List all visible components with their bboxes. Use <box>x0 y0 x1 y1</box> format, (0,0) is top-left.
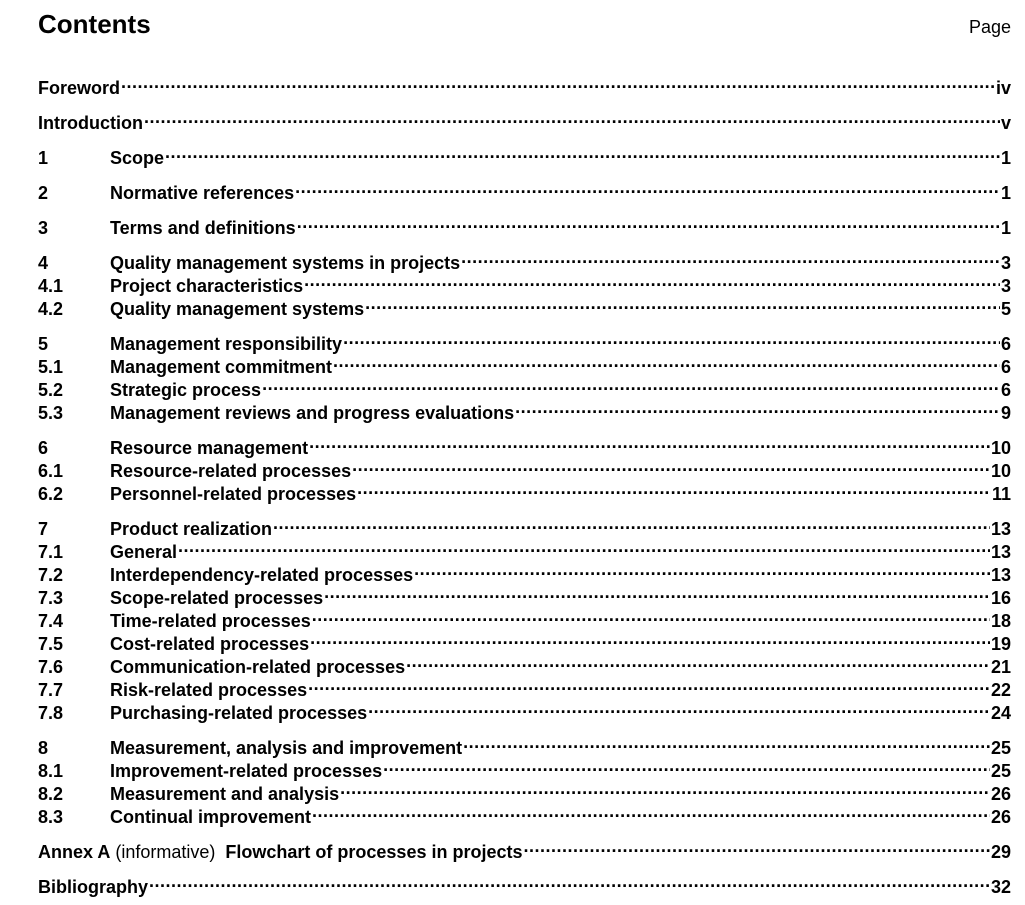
toc-number: 7 <box>38 519 49 539</box>
dot-leader <box>309 431 990 454</box>
dot-leader <box>343 327 1000 350</box>
toc-title: Personnel-related processes <box>110 484 357 504</box>
toc-title: Strategic process <box>110 380 262 400</box>
toc-number: 8.2 <box>38 784 64 804</box>
toc-entry[interactable] <box>38 731 1011 758</box>
dot-leader <box>340 777 990 800</box>
toc-page-number: 26 <box>990 807 1011 827</box>
toc-number: 5.3 <box>38 403 64 423</box>
toc-title: Management reviews and progress evaluations <box>110 403 515 423</box>
toc-number: 7.2 <box>38 565 64 585</box>
toc-number: 6 <box>38 438 49 458</box>
toc-title: Bibliography <box>38 877 149 897</box>
dot-leader <box>295 176 1000 199</box>
toc-entry-bibliography[interactable] <box>38 870 1011 897</box>
page-title: Contents <box>38 9 151 39</box>
toc-title: Cost-related processes <box>110 634 310 654</box>
toc-entry-annex[interactable] <box>38 835 1011 862</box>
toc-group <box>38 106 1011 133</box>
dot-leader <box>310 627 990 650</box>
toc-title: Scope <box>110 148 165 168</box>
dot-leader <box>515 396 1000 419</box>
toc-page-number: 21 <box>990 657 1011 677</box>
toc-page-number: v <box>1000 113 1011 133</box>
page-column-label: Page <box>968 17 1011 37</box>
dot-leader <box>304 269 1000 292</box>
toc-page-number: 24 <box>990 703 1011 723</box>
toc-group <box>38 431 1011 504</box>
dot-leader <box>414 558 990 581</box>
toc-page-number: 6 <box>1000 334 1011 354</box>
dot-leader <box>357 477 991 500</box>
toc-number: 6.2 <box>38 484 64 504</box>
toc-title: Improvement-related processes <box>110 761 383 781</box>
toc-number: 5.1 <box>38 357 64 377</box>
toc-number: 2 <box>38 183 49 203</box>
toc-title: Management responsibility <box>110 334 343 354</box>
toc-number: 6.1 <box>38 461 64 481</box>
toc-group-annex <box>38 835 1011 862</box>
dot-leader <box>273 512 990 535</box>
toc-title: Resource management <box>110 438 309 458</box>
toc-page-number: 25 <box>990 761 1011 781</box>
toc-page-number: 10 <box>990 461 1011 481</box>
annex-label: Annex A <box>38 842 111 862</box>
toc-entry[interactable] <box>38 431 1011 458</box>
toc-title: Scope-related processes <box>110 588 324 608</box>
dot-leader <box>324 581 990 604</box>
toc-title: Management commitment <box>110 357 333 377</box>
toc-number: 8 <box>38 738 49 758</box>
toc-page-number: 13 <box>990 542 1011 562</box>
toc-number: 4.2 <box>38 299 64 319</box>
toc-title: Interdependency-related processes <box>110 565 414 585</box>
toc-entry[interactable] <box>38 176 1011 203</box>
toc-title: Communication-related processes <box>110 657 406 677</box>
toc-number: 3 <box>38 218 49 238</box>
annex-title: Flowchart of processes in projects <box>225 842 523 862</box>
toc-number: 4.1 <box>38 276 64 296</box>
toc-page-number: iv <box>995 78 1011 98</box>
toc-page-number: 6 <box>1000 357 1011 377</box>
dot-leader <box>365 292 1000 315</box>
toc-number: 7.3 <box>38 588 64 608</box>
toc-title: Quality management systems in projects <box>110 253 461 273</box>
toc-group <box>38 246 1011 319</box>
toc-entry[interactable] <box>38 141 1011 168</box>
toc-page-number: 19 <box>990 634 1011 654</box>
dot-leader <box>368 696 990 719</box>
toc-number: 7.6 <box>38 657 64 677</box>
toc-entry[interactable] <box>38 106 1011 133</box>
dot-leader <box>383 754 990 777</box>
toc-page-number: 22 <box>990 680 1011 700</box>
dot-leader <box>165 141 1000 164</box>
dot-leader <box>312 800 990 823</box>
toc-number: 7.1 <box>38 542 64 562</box>
dot-leader <box>121 71 995 94</box>
toc-group <box>38 176 1011 203</box>
toc-page-number: 25 <box>990 738 1011 758</box>
toc-number: 8.3 <box>38 807 64 827</box>
toc-entry[interactable] <box>38 211 1011 238</box>
toc-title: Product realization <box>110 519 273 539</box>
toc-group <box>38 211 1011 238</box>
dot-leader <box>308 673 990 696</box>
toc-title: Resource-related processes <box>110 461 352 481</box>
toc-title: Foreword <box>38 78 121 98</box>
toc-title: Measurement and analysis <box>110 784 340 804</box>
toc-title: General <box>110 542 178 562</box>
toc-page-number: 5 <box>1000 299 1011 319</box>
toc-number: 7.7 <box>38 680 64 700</box>
toc-entry[interactable] <box>38 246 1011 273</box>
dot-leader <box>352 454 990 477</box>
toc-title: Time-related processes <box>110 611 311 631</box>
toc-number: 4 <box>38 253 49 273</box>
dot-leader <box>333 350 1000 373</box>
toc-number: 7.4 <box>38 611 64 631</box>
toc-title: Project characteristics <box>110 276 304 296</box>
toc-group <box>38 731 1011 827</box>
toc-page-number: 26 <box>990 784 1011 804</box>
toc-page-number: 16 <box>990 588 1011 608</box>
dot-leader <box>406 650 990 673</box>
dot-leader <box>297 211 1000 234</box>
toc-group <box>38 141 1011 168</box>
toc-group <box>38 512 1011 723</box>
table-of-contents <box>38 71 1011 905</box>
toc-entry[interactable] <box>38 327 1011 354</box>
toc-entry[interactable] <box>38 535 1011 562</box>
toc-title: Continual improvement <box>110 807 312 827</box>
toc-title: Quality management systems <box>110 299 365 319</box>
toc-page-number: 3 <box>1000 253 1011 273</box>
toc-group <box>38 327 1011 423</box>
annex-qualifier: (informative) <box>115 842 216 862</box>
dot-leader <box>178 535 990 558</box>
toc-title: Introduction <box>38 113 143 133</box>
toc-page-number: 10 <box>990 438 1011 458</box>
toc-entry[interactable] <box>38 558 1011 585</box>
toc-title: Terms and definitions <box>110 218 296 238</box>
toc-number: 7.8 <box>38 703 64 723</box>
toc-number: 1 <box>38 148 49 168</box>
dot-leader <box>524 835 990 858</box>
toc-title: Risk-related processes <box>110 680 308 700</box>
toc-group-bibliography <box>38 870 1011 897</box>
toc-title: Normative references <box>110 183 295 203</box>
toc-page-number: 13 <box>990 519 1011 539</box>
toc-title: Purchasing-related processes <box>110 703 368 723</box>
toc-page-number: 11 <box>991 484 1011 504</box>
toc-page-number: 18 <box>990 611 1011 631</box>
dot-leader <box>262 373 1000 396</box>
toc-page-number: 9 <box>1000 403 1011 423</box>
toc-number: 5.2 <box>38 380 64 400</box>
toc-title: Measurement, analysis and improvement <box>110 738 463 758</box>
dot-leader <box>463 731 990 754</box>
dot-leader <box>461 246 1000 269</box>
toc-group <box>38 71 1011 98</box>
toc-page-number: 1 <box>1000 183 1011 203</box>
toc-page-number: 13 <box>990 565 1011 585</box>
toc-page-number: 1 <box>1000 218 1011 238</box>
toc-entry[interactable] <box>38 71 1011 98</box>
toc-page-number: 3 <box>1000 276 1011 296</box>
toc-page-number: 1 <box>1000 148 1011 168</box>
toc-number: 8.1 <box>38 761 64 781</box>
toc-page-number: 29 <box>990 842 1011 862</box>
toc-number: 7.5 <box>38 634 64 654</box>
dot-leader <box>149 870 990 893</box>
toc-number: 5 <box>38 334 49 354</box>
dot-leader <box>312 604 990 627</box>
toc-page-number: 6 <box>1000 380 1011 400</box>
toc-entry[interactable] <box>38 512 1011 539</box>
toc-page-number: 32 <box>990 877 1011 897</box>
dot-leader <box>144 106 1000 129</box>
